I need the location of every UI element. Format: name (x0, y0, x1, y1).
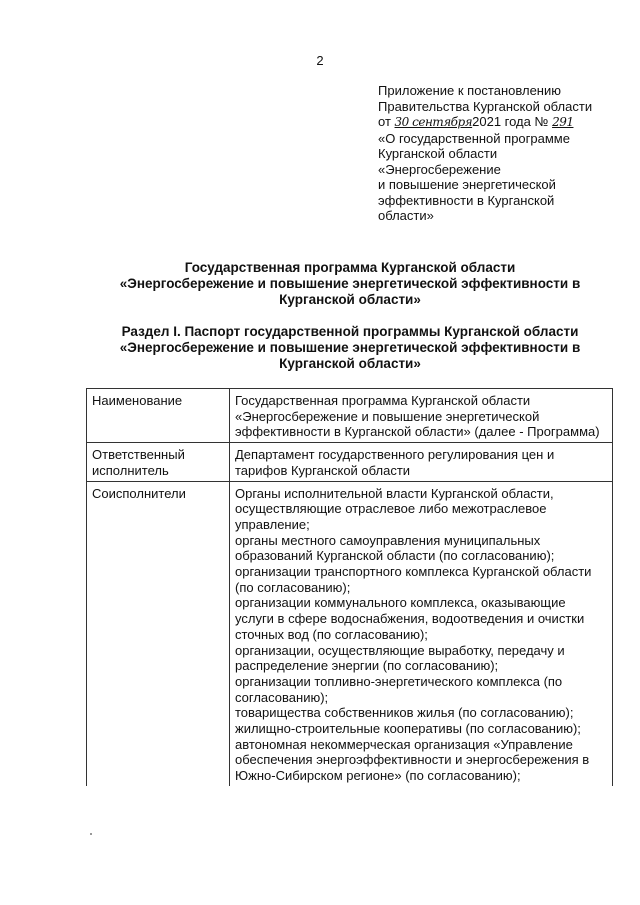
list-item: товарищества собственников жилья (по согласованию); (235, 705, 574, 721)
row-value: Государственная программа Курганской области «Энергосбережение и повышение энергетической эффективности в Курганской области» (далее - Программа) (230, 389, 613, 443)
list-item: организации топливно-энергетического комплекса (по согласованию); (235, 673, 563, 705)
passport-table (86, 388, 613, 786)
list-item: организации, осуществляющие выработку, передачу и распределение энергии (по согласованию); (235, 642, 565, 674)
list-item: жилищно-строительные кооперативы (по согласованию); (235, 721, 581, 737)
table-row (87, 389, 613, 443)
row-label: Соисполнители (87, 481, 230, 786)
list-item: автономная некоммерческая организация «Управление обеспечения энергоэффективности и энергосбережения в Южно-Сибирском регионе» (по согласованию); (235, 736, 590, 784)
title-line: «Энергосбережение и повышение энергетической эффективности в (119, 276, 581, 291)
appendix-line: Приложение к постановлению (378, 83, 561, 98)
date-year: 2021 года № (472, 114, 549, 129)
scan-speck (90, 833, 92, 835)
list-item: органы местного самоуправления муниципальных образований Курганской области (по согласованию); (235, 532, 555, 564)
row-value: Департамент государственного регулирования цен и тарифов Курганской области (230, 443, 613, 481)
appendix-date-line (378, 114, 618, 131)
document-title (90, 260, 610, 308)
appendix-line: Правительства Курганской области (378, 98, 593, 114)
row-label: Наименование (87, 389, 230, 443)
list-item: Органы исполнительной власти Курганской области, осуществляющие отраслевое либо межотраслевое управление; (235, 485, 554, 532)
page-number: 2 (316, 53, 324, 68)
section-line: Курганской области» (279, 356, 421, 371)
appendix-line: «О государственной программе (378, 130, 570, 146)
title-line: Государственная программа Курганской области (184, 260, 516, 275)
list-item: организации коммунального комплекса, оказывающие услуги в сфере водоснабжения, водоотведения и очистки сточных вод (по согласованию); (235, 595, 585, 642)
date-prefix: от (378, 114, 391, 129)
section-heading (90, 324, 610, 372)
appendix-header (378, 83, 618, 224)
handwritten-date: 30 сентября (394, 115, 473, 129)
appendix-line: области» (378, 208, 434, 223)
appendix-line: «Энергосбережение (378, 161, 501, 177)
table-row (87, 443, 613, 481)
section-line: Раздел I. Паспорт государственной программы Курганской области (121, 324, 579, 339)
list-item: организации транспортного комплекса Курганской области (по согласованию); (235, 564, 592, 595)
appendix-line: и повышение энергетической (378, 177, 556, 192)
section-line: «Энергосбережение и повышение энергетической эффективности в (119, 340, 581, 355)
row-value-list (230, 481, 613, 786)
appendix-line: Курганской области (378, 146, 498, 161)
table-row (87, 481, 613, 786)
appendix-line: эффективности в Курганской (378, 192, 555, 208)
title-line: Курганской области» (279, 292, 421, 307)
row-label: Ответственный исполнитель (87, 443, 230, 481)
handwritten-number: 291 (552, 115, 574, 129)
